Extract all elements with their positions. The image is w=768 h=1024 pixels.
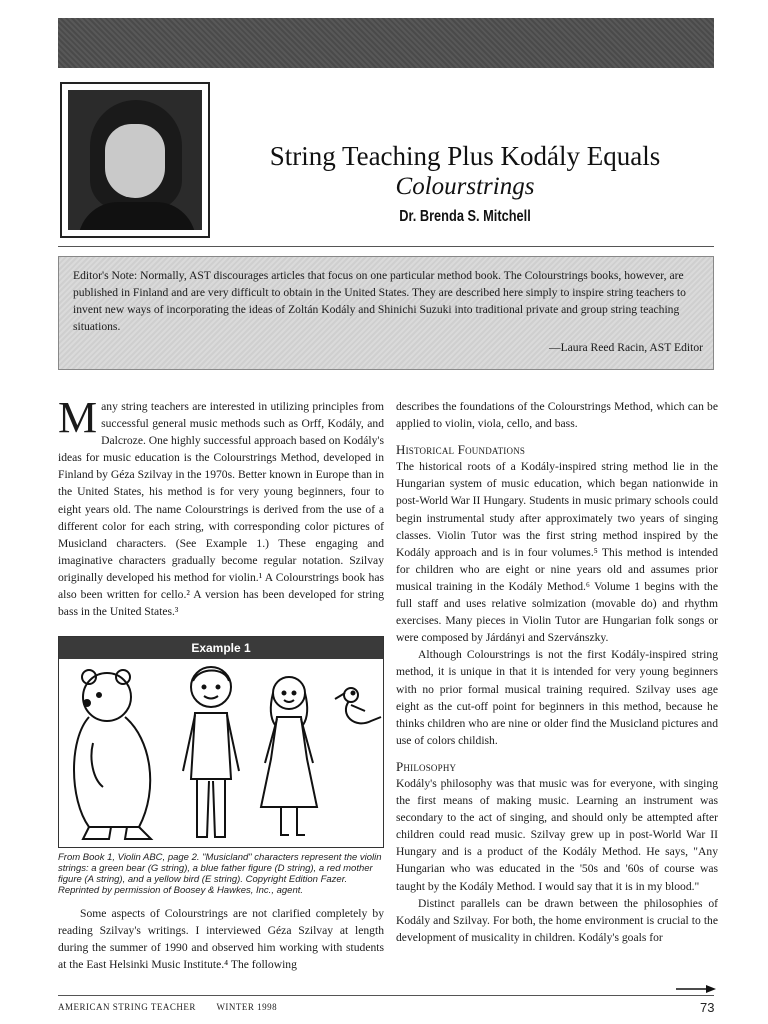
section-heading-philosophy: Philosophy [396, 758, 457, 774]
bear-figure [74, 670, 151, 839]
example-label: Example 1 [59, 637, 383, 659]
example-caption: From Book 1, Violin ABC, page 2. "Musicland" characters represent the violin strings: a green bear (G string), a blue father figure (D string), a red mother figure (A string), and a yellow bird (E string). Copyright Edition Fazer. Reprinted by permission of Boosey & Hawkes, Inc., agent. [58, 852, 382, 896]
header-band [58, 18, 714, 68]
section-heading-historical: Historical Foundations [396, 442, 526, 458]
editors-note-signature: —Laura Reed Racin, AST Editor [548, 341, 703, 354]
father-figure [183, 667, 239, 837]
editors-note-text: Editor's Note: Normally, AST discourages articles that focus on one particular method book. The Colourstrings books, however, are published in Finland and are very difficult to obtain in the United States. They are described here simply to inspire string teachers to invent new ways of incorporating the ideas of Zoltán Kodály and Shinichi Suzuki into traditional private and group string teaching situations. [73, 269, 686, 333]
continue-arrow-icon [676, 985, 716, 993]
left-column-intro [58, 393, 384, 620]
example-figure [58, 636, 384, 848]
right-paragraph-2: The historical roots of a Kodály-inspired string method lie in the Hungarian system of music education, which began nationwide in post-World War II Hungary. Students in music primary schools could begin instrumental study after approximately two years of singing classes. Violin Tutor was the first string method inspired by the Kodály approach and is in four volumes.⁵ This method is intended for children who are eight or nine years old and assumes prior musical training in the Kodály Method.⁶ Volume 1 begins with the full staff and uses relative solmization (movable do) and rhythm exercises. Many pieces in Violin Tutor are Hungarian folk songs or were composed by Járdányi and Szervánszky. [396, 460, 718, 645]
footer-divider [58, 995, 714, 996]
journal-name: AMERICAN STRING TEACHER [58, 1002, 196, 1012]
right-column [396, 398, 718, 946]
right-paragraph-3: Although Colourstrings is not the first Kodály-inspired string method, it is unique in that it is intended for very young beginners with no prior formal musical training required. Szilvay uses age eight as the cut-off point for beginners in this method, because he thinks children who are nine or older find the Musicland pictures and use of colors childish. [396, 648, 718, 747]
divider [58, 246, 714, 247]
right-paragraph-5: Distinct parallels can be drawn between the philosophies of Kodály and Szilvay. For both, the home environment is crucial to the development of musicality in children. Kodály's goals for [396, 896, 718, 944]
article-title-block [230, 140, 700, 226]
article-subtitle: Colourstrings [395, 173, 535, 200]
mother-figure [261, 677, 317, 835]
issue-date: WINTER 1998 [216, 1002, 278, 1012]
author-photo [60, 82, 210, 238]
intro-paragraph: any string teachers are interested in utilizing principles from successful general music methods such as Orff, Kodály, and Dalcroze. One highly successful approach based on Kodály's ideas for music education is the Colourstrings Method, developed in Finland by Géza Szilvay in the 1970s. Better known in Europe than in the United States, his method is for very young beginners, four to eight years old. The name Colourstrings is derived from the use of a different color for each string, with corresponding color pictures of Musicland characters. (See Example 1.) These engaging and imaginative characters gradually become regular notation. Szilvay originally developed his method for violin.¹ A Colourstrings book has also been written for cello.² A version has been developed for string bass in the United States.³ [58, 400, 384, 619]
left-column-continuation: Some aspects of Colourstrings are not clarified completely by reading Szilvay's writings. I interviewed Géza Szilvay at length during the summer of 1990 and observed him working with students at the East Helsinki Music Institute.⁴ The following [58, 907, 384, 972]
footer [58, 1002, 295, 1012]
right-paragraph-4: Kodály's philosophy was that music was for everyone, with singing the first means of making music. Learning an instrument was secondary to the act of singing, and should only be attempted after children could read music. Szilvay grew up in post-World War II Hungary and is a product of the Kodály Method. He says, "Any Hungarian who was educated in the '50s and '60s of course was taught by the Kodály Method. I would say that it is in my blood." [396, 776, 718, 893]
right-paragraph-1: describes the foundations of the Colourstrings Method, which can be applied to violin, viola, cello, and bass. [396, 400, 718, 431]
editors-note [58, 256, 714, 370]
bird-figure [335, 688, 381, 723]
page-number: 73 [700, 1000, 715, 1015]
article-author: Dr. Brenda S. Mitchell [399, 208, 531, 225]
drop-cap: M [58, 393, 98, 442]
article-title: String Teaching Plus Kodály Equals [269, 141, 661, 171]
musicland-characters-illustration [59, 659, 383, 847]
